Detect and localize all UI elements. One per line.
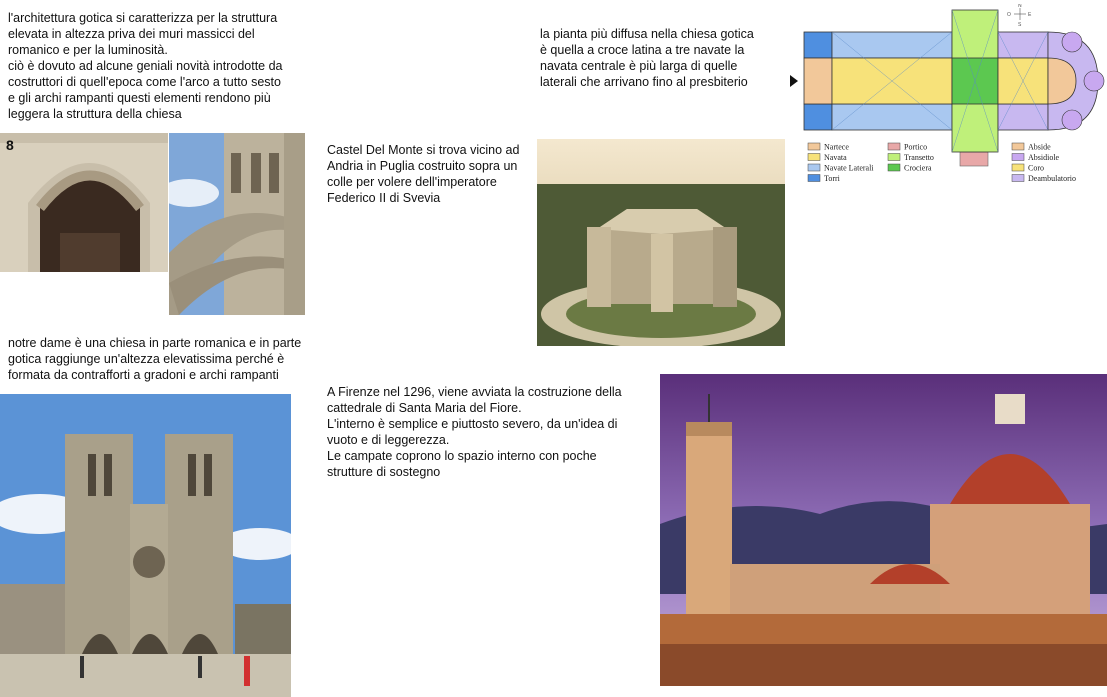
legend-label: Abside: [1028, 142, 1051, 152]
notre-dame-photo: [0, 394, 291, 697]
flying-buttress-photo: [169, 133, 305, 315]
legend-label: Coro: [1028, 163, 1044, 173]
legend-swatch: [808, 175, 820, 182]
legend-label: Navata: [824, 153, 847, 162]
plan-legend: [808, 143, 1076, 184]
legend-swatch: [1012, 154, 1024, 161]
legend-swatch: [808, 154, 820, 161]
gothic-intro-text: l'architettura gotica si caratterizza per la struttura elevata in altezza priva dei muri massicci del romanico e per la luminosità. ciò è dovuto ad alcune geniali novità introdotte da costruttori di quell'epoca come l'arco a tutto sesto e gli archi rampanti questi elementi rendono più leggera la struttura della chiesa: [8, 11, 283, 121]
legend-swatch: [808, 164, 820, 171]
legend-label: Transetto: [904, 153, 934, 162]
legend-label: Nartece: [824, 142, 849, 152]
legend-label: Deambulatorio: [1028, 174, 1076, 183]
legend-swatch: [1012, 164, 1024, 171]
compass-south-label: S: [1018, 22, 1022, 28]
florence-cathedral-photo: [660, 374, 1107, 686]
castel-del-monte-photo: [537, 139, 785, 346]
legend-swatch: [1012, 143, 1024, 150]
legend-label: Absidiole: [1028, 153, 1060, 162]
compass-icon: [1007, 4, 1032, 28]
legend-swatch: [888, 164, 900, 171]
legend-swatch: [808, 143, 820, 150]
legend-swatch: [1012, 175, 1024, 182]
legend-swatch: [888, 143, 900, 150]
notre-dame-text: notre dame è una chiesa in parte romanica e in parte gotica raggiunge un'altezza elevatissima perché è formata da contrafforti a gradoni e archi rampanti: [8, 336, 302, 382]
compass-west-label: O: [1007, 12, 1011, 18]
legend-label: Portico: [904, 142, 928, 152]
castel-del-monte-text: Castel Del Monte si trova vicino ad Andria in Puglia costruito sopra un colle per volere dell'imperatore Federico II di Svevia: [327, 143, 520, 205]
compass-east-label: E: [1028, 12, 1032, 18]
legend-label: Crociera: [904, 163, 932, 173]
compass-north-label: N: [1018, 4, 1022, 9]
legend-label: Navate Laterali: [824, 163, 874, 173]
gothic-church-floor-plan: [788, 4, 1106, 184]
firenze-text: A Firenze nel 1296, viene avviata la costruzione della cattedrale di Santa Maria del Fiore. L'interno è semplice e piuttosto severo, da un'idea di vuoto e di leggerezza. Le campate coprono lo spazio interno con poche strutture di sostegno: [327, 385, 622, 479]
figure-number-label: 8: [6, 137, 14, 153]
round-arch-photo: [0, 133, 168, 272]
plan-description-text: la pianta più diffusa nella chiesa gotica è quella a croce latina a tre navate la navata centrale è più larga di quelle laterali che arrivano fino al presbiterio: [540, 27, 754, 89]
legend-label: Torri: [824, 174, 840, 183]
legend-swatch: [888, 154, 900, 161]
